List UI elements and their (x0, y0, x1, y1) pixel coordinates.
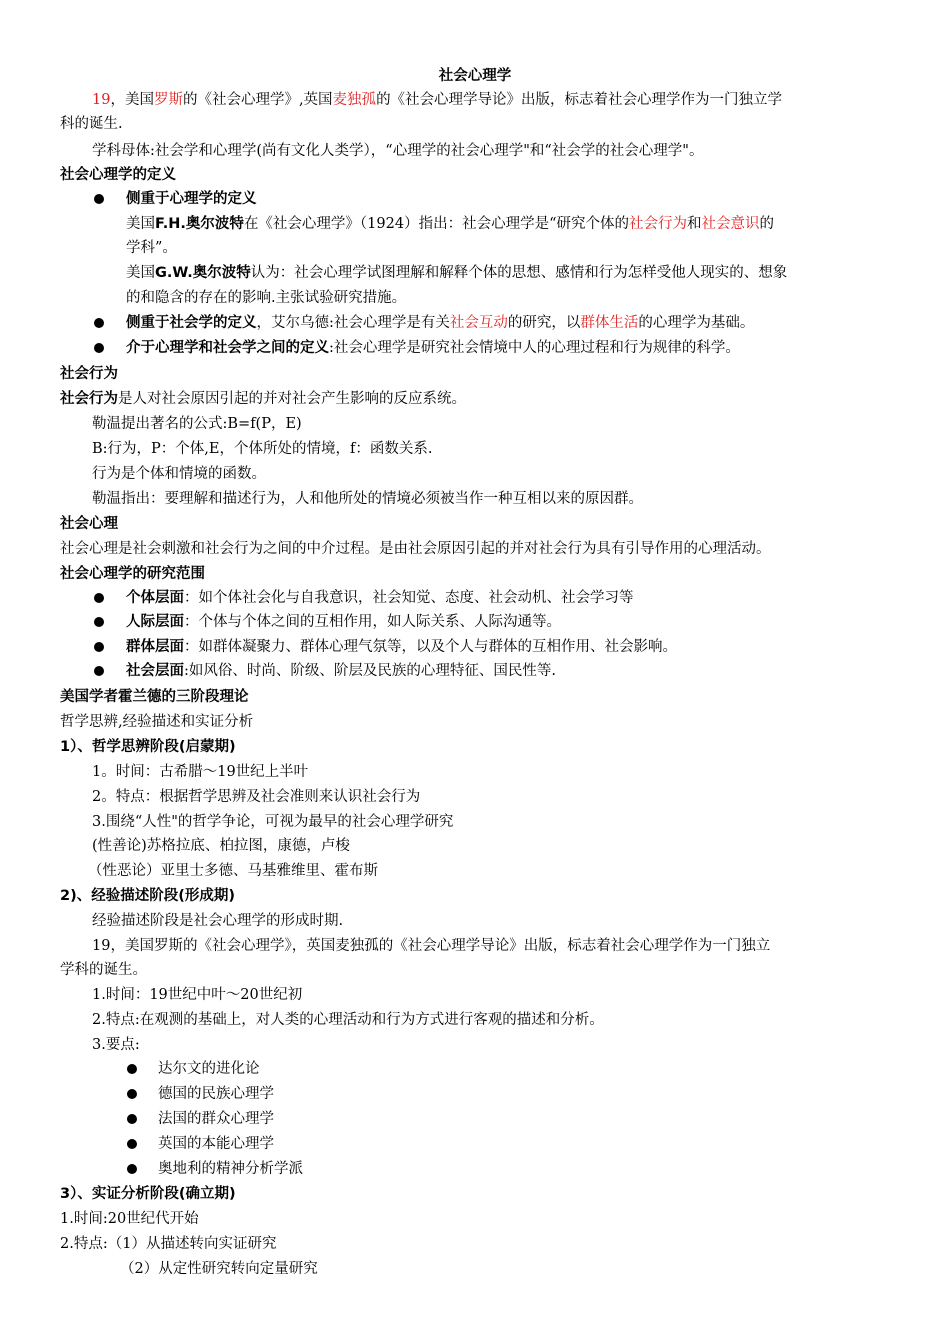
soc-definition-label: 侧重于社会学的定义 (126, 315, 257, 331)
gw-allport-name: G.W.奥尔波特 (155, 265, 251, 281)
fh-allport-line2: 学科”。 (126, 240, 177, 256)
scope-item-text: ：如个体社会化与自我意识，社会知觉、态度、社会动机、社会学习等 (184, 590, 634, 606)
gw-allport-line2: 的和隐含的存在的影响.主张试验研究措施。 (126, 290, 407, 306)
stage1-feature: 2。特点：根据哲学思辨及社会准则来认识社会行为 (92, 789, 421, 805)
gw-text-b: 认为：社会心理学试图理解和解释个体的思想、感情和行为怎样受他人现实的、想象 (250, 265, 788, 281)
stage2-point: 奥地利的精神分析学派 (158, 1161, 303, 1177)
fh-social-behavior: 社会行为 (629, 216, 687, 232)
fh-text-a: 美国 (126, 216, 155, 232)
scope-item (126, 612, 561, 632)
lewin-formula: 勒温提出著名的公式:B=f(P，E) (92, 416, 302, 432)
intro-mcdougall: 麦独孤 (332, 92, 377, 108)
intro-text-2: 的《社会心理学》,英国 (182, 92, 333, 108)
fh-allport-line1 (126, 214, 774, 234)
stage2-point: 英国的本能心理学 (158, 1136, 274, 1152)
soc-definition (126, 313, 754, 333)
intro-paragraph-line2: 科的诞生. (60, 116, 123, 132)
page-title: 社会心理学 (438, 68, 512, 84)
intro-year: 19 (92, 92, 111, 108)
soc-text-a: ，艾尔乌德:社会心理学是有关 (256, 315, 450, 331)
bullet-dot (127, 1089, 137, 1099)
scope-item (126, 661, 556, 681)
intro-text-1: ，美国 (110, 92, 154, 108)
intro-parent-disciplines: 学科母体:社会学和心理学(尚有文化人类学），“心理学的社会心理学"和“社会学的社会心理学"。 (92, 143, 704, 159)
stage1-heading: 1）、哲学思辨阶段(启蒙期) (60, 739, 236, 755)
stage1-time: 1。时间：古希腊～19世纪上半叶 (92, 764, 309, 780)
gw-allport-line1 (126, 263, 787, 283)
stage2-feature: 2.特点:在观测的基础上，对人类的心理活动和行为方式进行客观的描述和分析。 (92, 1012, 604, 1028)
stage2-point: 达尔文的进化论 (158, 1061, 260, 1077)
behavior-term: 社会行为 (60, 391, 118, 407)
scope-item (126, 637, 677, 657)
stage3-time: 1.时间:20世纪代开始 (60, 1211, 199, 1227)
formula-explanation: B:行为，P：个体,E，个体所处的情境，f：函数关系. (92, 441, 433, 457)
behavior-definition (60, 389, 466, 409)
stage2-milestone-line1: 19，美国罗斯的《社会心理学》，英国麦独孤的《社会心理学导论》出版，标志着社会心理学作为一门独立 (92, 938, 771, 954)
stage3-feature-1: 2.特点:（1）从描述转向实证研究 (60, 1236, 277, 1252)
soc-text-c: 的心理学为基础。 (638, 315, 755, 331)
bullet-dot (94, 194, 104, 204)
scope-item-label: 个体层面 (126, 590, 184, 606)
bullet-dot (127, 1114, 137, 1124)
mind-heading: 社会心理 (60, 516, 118, 532)
stage3-heading: 3）、实证分析阶段(确立期) (60, 1186, 236, 1202)
bullet-dot (127, 1064, 137, 1074)
fh-text-d: 的 (759, 216, 774, 232)
behavior-heading: 社会行为 (60, 366, 118, 382)
scope-item-label: 群体层面 (126, 639, 184, 655)
intro-paragraph-line1 (92, 90, 782, 110)
mind-text: 社会心理是社会刺激和社会行为之间的中介过程。是由社会原因引起的并对社会行为具有引导作用的心理活动。 (60, 541, 771, 557)
stage2-points-label: 3.要点: (92, 1037, 140, 1053)
stage2-point: 德国的民族心理学 (158, 1086, 274, 1102)
stage2-point: 法国的群众心理学 (158, 1111, 274, 1127)
between-definition-label: 介于心理学和社会学之间的定义 (126, 340, 329, 356)
bullet-dot (127, 1139, 137, 1149)
stage2-intro: 经验描述阶段是社会心理学的形成时期. (92, 913, 344, 929)
gw-text-a: 美国 (126, 265, 155, 281)
behavior-def-text: 是人对社会原因引起的并对社会产生影响的反应系统。 (118, 391, 466, 407)
stage1-good-nature: (性善论)苏格拉底、柏拉图，康德，卢梭 (92, 838, 350, 854)
three-stage-heading: 美国学者霍兰德的三阶段理论 (60, 689, 249, 705)
lewin-note: 勒温指出：要理解和描述行为，人和他所处的情境必须被当作一种互相以来的原因群。 (92, 491, 643, 507)
between-definition-text: :社会心理学是研究社会情境中人的心理过程和行为规律的科学。 (329, 340, 740, 356)
scope-item-text: ：个体与个体之间的互相作用，如人际关系、人际沟通等。 (184, 614, 561, 630)
three-stage-summary: 哲学思辨,经验描述和实证分析 (60, 714, 254, 730)
stage3-feature-2: （2）从定性研究转向定量研究 (120, 1261, 318, 1277)
fh-text-b: 在《社会心理学》（1924）指出：社会心理学是“研究个体的 (243, 216, 629, 232)
soc-group-life: 群体生活 (580, 315, 639, 331)
scope-item (126, 588, 634, 608)
fh-allport-name: F.H.奥尔波特 (155, 216, 244, 232)
bullet-dot (94, 617, 104, 627)
stage2-heading: 2)、经验描述阶段(形成期) (60, 888, 235, 904)
scope-item-label: 人际层面 (126, 614, 184, 630)
bullet-dot (94, 343, 104, 353)
bullet-dot (94, 666, 104, 676)
scope-heading: 社会心理学的研究范围 (60, 566, 205, 582)
soc-text-b: 的研究，以 (507, 315, 581, 331)
intro-text-3: 的《社会心理学导论》出版，标志着社会心理学作为一门独立学 (376, 92, 783, 108)
psych-definition-label: 侧重于心理学的定义 (126, 191, 257, 207)
bullet-dot (94, 318, 104, 328)
fh-text-c: 和 (687, 216, 702, 232)
stage1-evil-nature: （性恶论）亚里士多德、马基雅维里、霍布斯 (88, 863, 378, 879)
soc-social-interaction: 社会互动 (449, 315, 508, 331)
stage1-human-nature: 3.围绕“人性"的哲学争论，可视为最早的社会心理学研究 (92, 814, 454, 830)
between-definition (126, 338, 740, 358)
bullet-dot (94, 642, 104, 652)
scope-item-label: 社会层面 (126, 663, 184, 679)
scope-item-text: ：如群体凝聚力、群体心理气氛等，以及个人与群体的互相作用、社会影响。 (184, 639, 677, 655)
definition-heading: 社会心理学的定义 (60, 167, 176, 183)
scope-item-text: :如风俗、时尚、阶级、阶层及民族的心理特征、国民性等. (184, 663, 556, 679)
bullet-dot (94, 593, 104, 603)
behavior-function: 行为是个体和情境的函数。 (92, 466, 266, 482)
stage2-milestone-line2: 学科的诞生。 (60, 962, 147, 978)
stage2-time: 1.时间：19世纪中叶～20世纪初 (92, 987, 303, 1003)
bullet-dot (127, 1164, 137, 1174)
intro-ross: 罗斯 (153, 92, 183, 108)
fh-social-consciousness: 社会意识 (701, 216, 760, 232)
